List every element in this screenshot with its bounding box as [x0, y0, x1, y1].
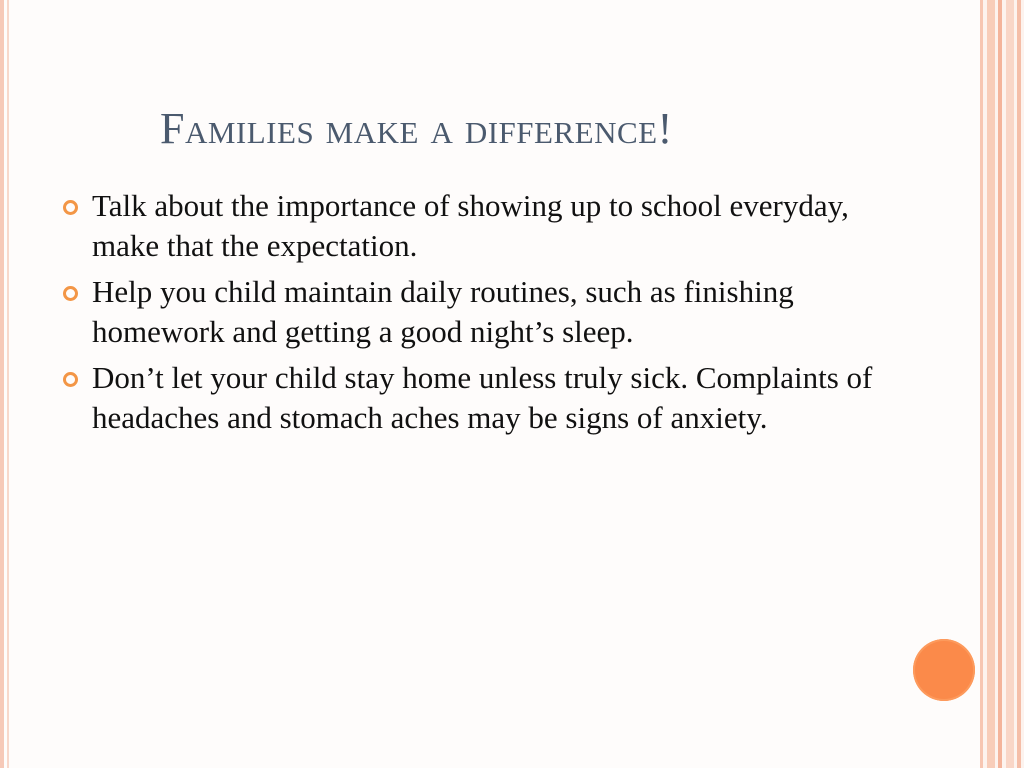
- bullet-item: [62, 186, 902, 266]
- right-stripe: [1006, 0, 1014, 768]
- bullet-item: [62, 272, 902, 352]
- slide-title: Families make a difference!: [160, 104, 673, 153]
- circle-bullet-icon: [63, 286, 78, 301]
- bullet-text: Talk about the importance of showing up to school everyday, make that the expectation.: [92, 188, 849, 263]
- circle-bullet-icon: [63, 372, 78, 387]
- orange-circle-icon: [913, 639, 975, 701]
- right-stripe: [980, 0, 983, 768]
- bullet-text: Help you child maintain daily routines, such as finishing homework and getting a good night’s sleep.: [92, 274, 794, 349]
- bullet-text: Don’t let your child stay home unless truly sick. Complaints of headaches and stomach aches may be signs of anxiety.: [92, 360, 873, 435]
- right-stripe: [987, 0, 995, 768]
- left-border-stripe: [0, 0, 4, 768]
- left-border-stripe-inner: [7, 0, 9, 768]
- bullet-list: [62, 186, 902, 444]
- right-stripe: [998, 0, 1002, 768]
- right-stripe: [1017, 0, 1021, 768]
- bullet-item: [62, 358, 902, 438]
- circle-bullet-icon: [63, 200, 78, 215]
